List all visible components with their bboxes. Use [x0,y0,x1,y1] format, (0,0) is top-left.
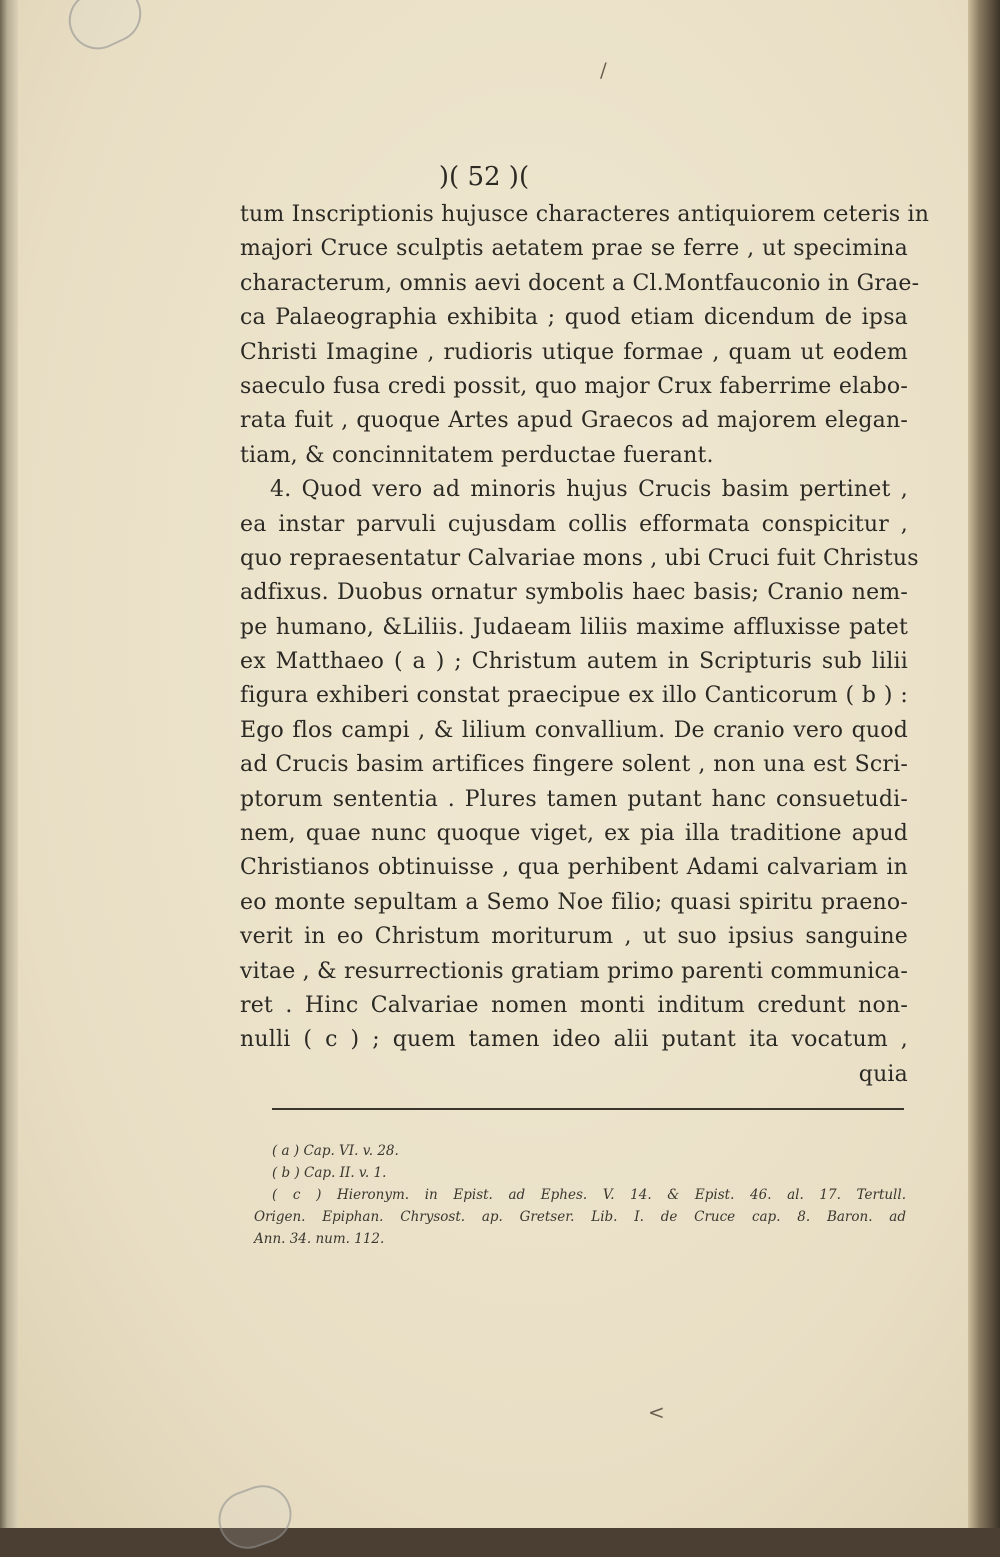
text-line: pe humano, &Liliis. Judaeam liliis maxime affluxisse patet [240,614,908,640]
pencil-mark: / [600,58,607,82]
text-line: verit in eo Christum moriturum , ut suo ipsius sanguine [240,924,908,950]
body-text [240,198,930,1092]
text-line: nem, quae nunc quoque viget, ex pia illa traditione apud [240,821,908,847]
text-line: eo monte sepultam a Semo Noe filio; quasi spiritu praeno- [240,889,908,915]
text-line: ea instar parvuli cujusdam collis efformata conspicitur , [240,511,908,537]
text-line: nulli ( c ) ; quem tamen ideo alii putant ita vocatum , [240,1027,908,1053]
footnote: ( b ) Cap. II. v. 1. [272,1165,387,1181]
page-clip [210,1477,299,1557]
footnote-continuation: Origen. Epiphan. Chrysost. ap. Gretser. Lib. I. de Cruce cap. 8. Baron. ad [254,1209,906,1225]
footnote: ( c ) Hieronym. in Epist. ad Ephes. V. 14. & Epist. 46. al. 17. Tertull. [272,1187,906,1203]
page-header: )( 52 )( [438,162,530,192]
text-line: ptorum sententia . Plures tamen putant hanc consuetudi- [240,786,908,812]
text-line: tiam, & concinnitatem perductae fuerant. [240,442,714,468]
text-line: vitae , & resurrectionis gratiam primo parenti communica- [240,958,908,984]
text-line: tum Inscriptionis hujusce characteres antiquiorem ceteris in [240,202,930,227]
text-line: saeculo fusa credi possit, quo major Crux faberrime elabo- [240,373,908,399]
text-line: rata fuit , quoque Artes apud Graecos ad majorem elegan- [240,408,908,434]
text-line: Ego flos campi , & lilium convallium. De cranio vero quod [240,717,908,743]
page-edge [0,0,18,1528]
text-line: ret . Hinc Calvariae nomen monti inditum credunt non- [240,992,908,1018]
book-gutter [968,0,1000,1528]
text-line: characterum, omnis aevi docent a Cl.Montfauconio in Grae- [240,270,920,296]
footnote-continuation: Ann. 34. num. 112. [254,1231,385,1247]
text-line: majori Cruce sculptis aetatem prae se ferre , ut specimina [240,236,908,262]
footnotes [254,1140,906,1250]
footnote-divider [272,1108,904,1110]
text-line: Christianos obtinuisse , qua perhibent Adami calvariam in [240,855,908,881]
catchword: quia [858,1061,908,1087]
text-line: figura exhiberi constat praecipue ex illo Canticorum ( b ) : [240,683,908,709]
text-line: adfixus. Duobus ornatur symbolis haec basis; Cranio nem- [240,580,908,606]
pencil-mark: < [648,1400,665,1424]
text-line: ad Crucis basim artifices fingere solent , non una est Scri- [240,752,908,778]
page-clip [59,0,151,59]
text-line: 4. Quod vero ad minoris hujus Crucis basim pertinet , [270,477,908,503]
text-line: ca Palaeographia exhibita ; quod etiam dicendum de ipsa [240,305,908,331]
text-line: ex Matthaeo ( a ) ; Christum autem in Scripturis sub lilii [240,649,908,675]
text-line: quo repraesentatur Calvariae mons , ubi Cruci fuit Christus [240,545,919,571]
footnote: ( a ) Cap. VI. v. 28. [272,1143,399,1159]
text-line: Christi Imagine , rudioris utique formae , quam ut eodem [240,339,908,365]
